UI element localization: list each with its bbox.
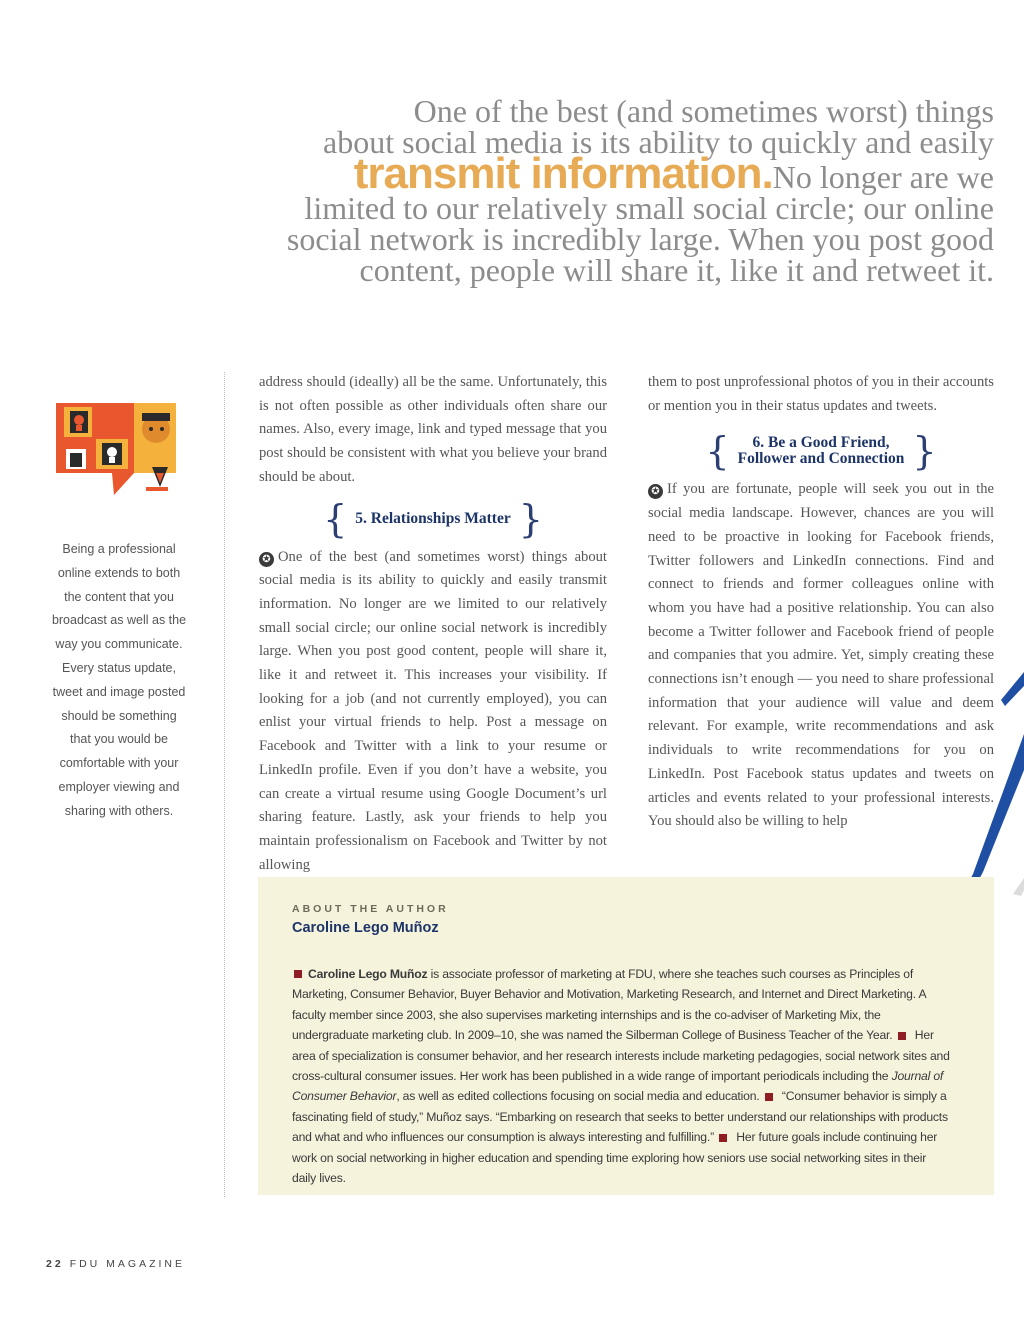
magazine-name: FDU MAGAZINE	[69, 1258, 186, 1270]
body-paragraph-5-text: One of the best (and sometimes worst) things about social media is its ability to quickly and easily transmit information. No longer are we limited to our relatively small social circle; our online social network is incredibly large. When you post good content, people will share it, like it and retweet it. This increases your visibility. If looking for a job (and not currently employed), you can enlist your virtual friends to help. Post a message on Facebook and Twitter with a link to your resume or LinkedIn profile. Even if you don’t have a website, you can create a virtual resume using Google Document’s url sharing feature. Lastly, ask your friends to help you maintain professionalism on Facebook and Twitter by not allowing	[259, 548, 607, 873]
social-heads-illustration	[56, 403, 176, 518]
square-bullet-icon	[294, 970, 302, 978]
left-brace-icon: {	[323, 496, 348, 541]
page-number: 22	[46, 1258, 64, 1270]
body-paragraph-intro: address should (ideally) all be the same. Unfortunately, this is not often possible as other individuals often share our names. Also, every image, link and typed message that you post should be consistent with what you believe your brand should be about.	[259, 374, 607, 485]
sidebar-line: sharing with others.	[64, 803, 174, 818]
pull-quote	[280, 93, 994, 288]
column-divider	[224, 372, 225, 1197]
pull-quote-line-6: content, people will share it, like it and retweet it.	[359, 252, 994, 288]
bio-segment-3: “Consumer behavior is simply a fascinating field of study,” Muñoz says. “Embarking on research that seeks to better understand our relationships with products and what and who influences our consumption is always interesting and fulfilling.”	[292, 1089, 948, 1145]
sidebar-caption	[30, 538, 208, 824]
pull-quote-line-4: limited to our relatively small social circle; our online	[304, 190, 994, 226]
sidebar-line: employer viewing and	[58, 779, 180, 794]
body-paragraph-5	[259, 546, 607, 878]
body-column-1	[259, 371, 607, 877]
bio-segment-2b: , as well as edited collections focusing on social media and education.	[396, 1089, 760, 1104]
sidebar-line: online extends to both	[57, 565, 181, 580]
bio-segment-4: Her future goals include continuing her work on social networking in higher education and spending time exploring how seniors use social networking sites in their daily lives.	[292, 1130, 938, 1186]
pull-quote-line-1: One of the best (and sometimes worst) things	[413, 93, 994, 129]
section-heading-5-text: 5. Relationships Matter	[355, 509, 511, 527]
square-bullet-icon	[765, 1093, 773, 1101]
sidebar-line: comfortable with your	[59, 756, 179, 771]
left-brace-icon: {	[705, 429, 730, 474]
pull-quote-line-3-rest: No longer are we	[772, 159, 994, 195]
section-heading-6-line-2: Follower and Connection	[737, 450, 905, 468]
right-brace-icon: }	[518, 496, 543, 541]
bio-author-name: Caroline Lego Muñoz	[308, 967, 428, 981]
body-column-2	[648, 371, 994, 834]
author-name: Caroline Lego Muñoz	[292, 920, 439, 936]
pull-quote-line-5: social network is incredibly large. When you post good	[286, 221, 994, 257]
section-heading-6-text	[738, 435, 905, 467]
section-heading-5	[259, 496, 607, 541]
right-brace-icon: }	[912, 429, 937, 474]
section-heading-6	[648, 429, 994, 474]
sidebar-line: the content that you	[64, 589, 174, 604]
bio-segment-1: is associate professor of marketing at FDU, where she teaches such courses as Principles of Marketing, Consumer Behavior, Buyer Behavior and Motivation, Marketing Research, and Internet and Direct Marketing. A faculty member since 2003, she also supervises marketing internships and is the co-adviser of Marketing Mix, the undergraduate marketing club. In 2009–10, she was named the Silberman College of Business Teacher of the Year.	[292, 967, 926, 1043]
body-paragraph-6-text: If you are fortunate, people will seek you out in the social media landscape. However, chances are you will need to be proactive in looking for Facebook friends, Twitter followers and LinkedIn connections. Find and connect to friends and former colleagues online with whom you have had a positive relationship. You can also become a Twitter follower and Facebook friend of people and companies that you admire. Yet, simply creating these connections isn’t enough — you need to share professional information that your audience will value and deem relevant. For example, write recommendations and ask individuals to write recommendations for you on LinkedIn. Post Facebook status updates and tweets on articles and events related to your professional interests. You should also be willing to help	[648, 481, 994, 830]
sidebar-line: Every status update,	[62, 660, 176, 675]
sidebar-line: tweet and image posted	[52, 684, 186, 699]
square-bullet-icon	[898, 1032, 906, 1040]
star-bullet-icon: ✪	[259, 552, 274, 567]
pull-quote-line-3	[280, 149, 994, 198]
body-paragraph-6	[648, 478, 994, 834]
sidebar-line: Being a professional	[62, 542, 176, 556]
section-heading-6-line-1: 6. Be a Good Friend,	[752, 434, 890, 452]
bio-segment-2: Her area of specialization is consumer behavior, and her research interests include marketing pedagogies, social network sites and cross-cultural consumer issues. Her work has been published in a wide range of important periodicals including the	[292, 1028, 950, 1084]
blue-brush-strokes	[955, 660, 1024, 900]
page-footer	[46, 1258, 185, 1270]
square-bullet-icon	[719, 1134, 727, 1142]
author-bio	[292, 964, 952, 1188]
star-bullet-icon: ✪	[648, 484, 663, 499]
sidebar-line: should be something	[61, 708, 177, 723]
sidebar-line: that you would be	[70, 732, 168, 747]
pull-quote-line-2: about social media is its ability to quickly and easily	[323, 124, 994, 160]
pull-quote-highlight: transmit information.	[353, 149, 773, 198]
body-paragraph-continued: them to post unprofessional photos of you in their accounts or mention you in their status updates and tweets.	[648, 374, 994, 414]
sidebar-line: way you communicate.	[55, 637, 183, 652]
sidebar-line: broadcast as well as the	[51, 613, 187, 628]
bio-journal-title: Journal of Consumer Behavior	[292, 1069, 944, 1104]
about-author-box	[258, 877, 994, 1195]
about-author-label: ABOUT THE AUTHOR	[292, 903, 449, 915]
